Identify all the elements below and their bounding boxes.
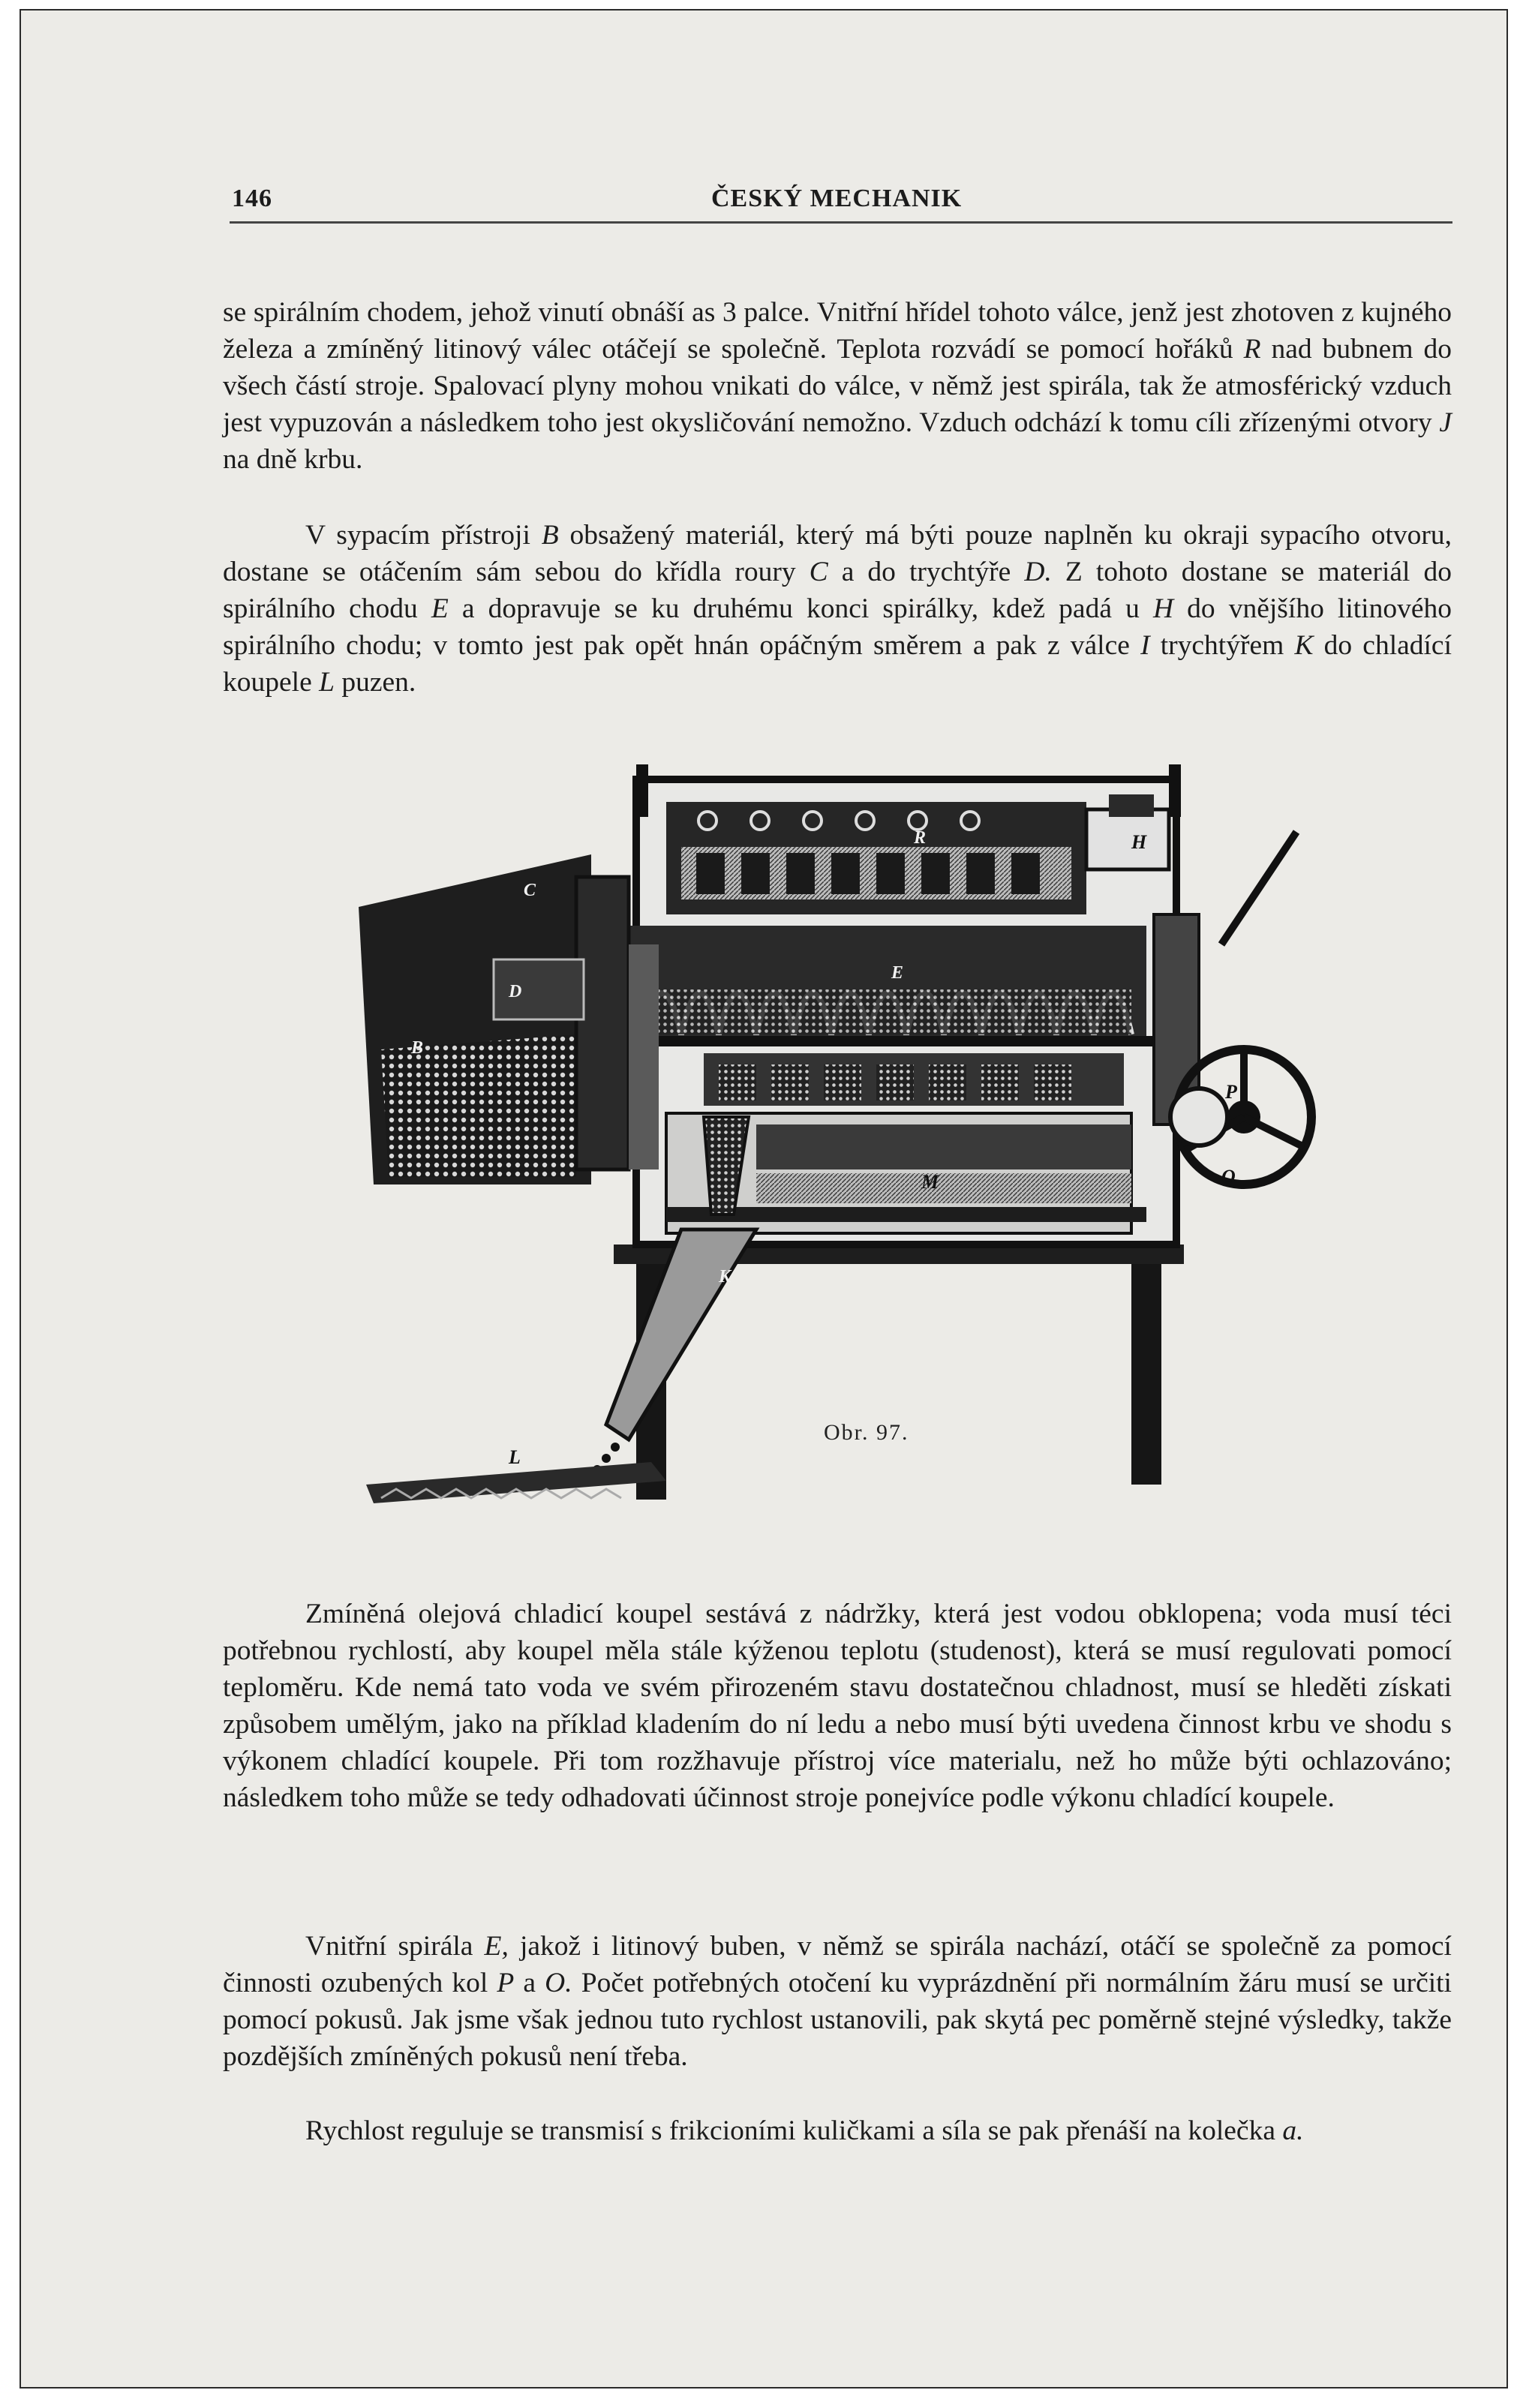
text-run: na dně krbu. — [223, 443, 363, 475]
right-leg — [1131, 1252, 1161, 1485]
figure-reference: K — [1294, 629, 1314, 661]
text-run: a — [514, 1967, 545, 1998]
figure-caption: Obr. 97. — [824, 1420, 909, 1445]
figure-reference: O. — [545, 1967, 572, 1998]
paragraph-5 — [223, 2112, 1452, 2149]
text-run: jakož i litinový buben, v němž se spirála nachází, otáčí se společně za pomocí činnosti ozubených kol — [223, 1930, 1452, 1998]
text-run: Počet potřebných otočení ku vyprázdnění při normálním žáru musí se určiti pomocí pokusů. Jak jsme však jednou tuto rychlost ustanovili, pak skytá pec poměrně stejné výsledky, takže pozdějších zmíněných pokusů není třeba. — [223, 1967, 1452, 2072]
text-run: do chladící koupele — [223, 629, 1452, 698]
paragraph-2 — [223, 517, 1452, 701]
text-run: Vnitřní spirála — [305, 1930, 485, 1962]
hopper-material — [381, 1034, 576, 1177]
figure-reference: C — [809, 556, 828, 587]
machine-engraving — [351, 764, 1326, 1515]
figure-reference: D. — [1024, 556, 1052, 587]
label-o: O — [1221, 1166, 1236, 1187]
figure-reference: L — [319, 666, 335, 698]
text-run: Z tohoto dostane se materiál do spirálního chodu — [223, 556, 1452, 624]
figure-reference: a. — [1282, 2115, 1304, 2146]
figure-reference: H — [1152, 593, 1174, 624]
header-rule — [230, 221, 1452, 224]
text-run: do vnějšího litinového spirálního chodu; v tomto jest pak opět hnán opáčným směrem a pak z válce — [223, 593, 1452, 661]
gear-wheel-po — [1170, 1049, 1311, 1184]
paragraph-1 — [223, 294, 1452, 478]
paragraph-3 — [223, 1596, 1452, 1816]
text-run: puzen. — [334, 666, 416, 698]
label-m: M — [921, 1171, 939, 1193]
label-d: D — [509, 982, 522, 1001]
text-run: V sypacím přístroji — [305, 519, 542, 551]
figure-97 — [351, 764, 1326, 1515]
text-run: Rychlost reguluje se transmisí s frikcioními kuličkami a síla se pak přenáší na kolečka — [305, 2115, 1283, 2146]
label-r: R — [914, 828, 927, 848]
text-run: nad bubnem do všech částí stroje. Spalovací plyny mohou vnikati do válce, v němž jest spirála, tak že atmosférický vzduch jest vypuzován a následkem toho jest okysličování nemožno. Vzduch odchází k tomu cíli zřízenými otvory — [223, 333, 1452, 438]
figure-reference: E — [431, 593, 449, 624]
label-k: K — [719, 1267, 731, 1287]
label-l: L — [509, 1446, 521, 1468]
text-run: a do trychtýře — [828, 556, 1025, 587]
figure-reference: E, — [484, 1930, 509, 1962]
figure-reference: R — [1243, 333, 1261, 365]
label-b: B — [411, 1038, 424, 1058]
paragraph-4 — [223, 1928, 1452, 2075]
page-number: 146 — [232, 185, 272, 212]
figure-reference: I — [1140, 629, 1150, 661]
label-p: P — [1225, 1081, 1237, 1103]
scanned-page — [20, 9, 1508, 2388]
figure-reference: P — [497, 1967, 515, 1998]
running-title: ČESKÝ MECHANIK — [711, 185, 963, 212]
figure-reference: B — [541, 519, 559, 551]
figure-reference: J — [1439, 407, 1452, 438]
text-run: se spirálním chodem, jehož vinutí obnáší as 3 palce. Vnitřní hřídel tohoto válce, jenž jest zhotoven z kujného železa a zmíněný litinový válec otáčejí se společně. Teplota rozvádí se pomocí hořáků — [223, 296, 1452, 365]
text-run: a dopravuje se ku druhému konci spirálky, kdež padá u — [448, 593, 1153, 624]
label-h: H — [1131, 831, 1147, 853]
label-e: E — [891, 963, 904, 983]
text-run: Zmíněná olejová chladicí koupel sestává z nádržky, která jest vodou obklopena; voda musí téci potřebnou rychlostí, aby koupel měla stále kýženou teplotu (studenost), která se musí regulovati pomocí teploměru. Kde nemá tato voda ve svém přirozeném stavu dostatečnou chladnost, musí se hleděti získati způsobem umělým, jako na příklad kladením do ní ledu a nebo musí býti uvedena činnost krbu ve shodu s výkonem chladící koupele. Při tom rozžhavuje přístroj více materialu, než ho může býti ochlazováno; následkem toho může se tedy odhadovati účinnost stroje ponejvíce podle výkonu chladící koupele. — [223, 1598, 1452, 1813]
label-c: C — [524, 881, 536, 900]
text-run: trychtýřem — [1149, 629, 1295, 661]
control-lever — [1221, 832, 1296, 944]
text-run: obsažený materiál, který má býti pouze naplněn ku okraji sypacího otvoru, dostane se otáčením sám sebou do křídla roury — [223, 519, 1452, 587]
